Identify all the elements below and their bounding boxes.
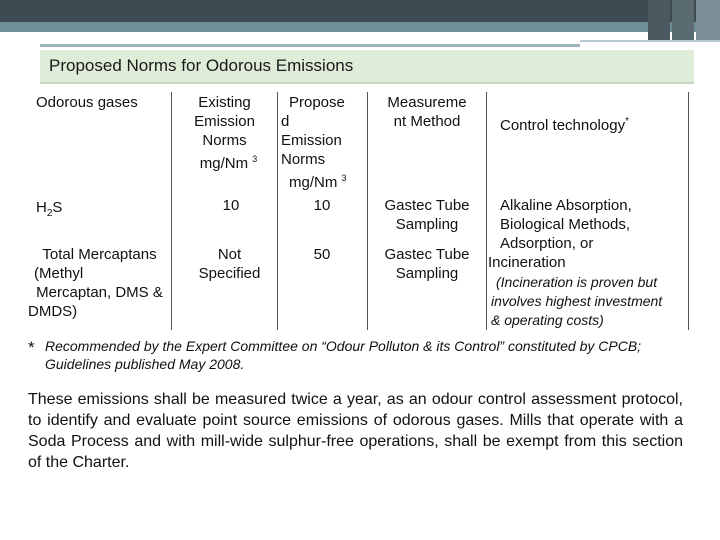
gas-name-mercaptans: Total Mercaptans (Methyl Mercaptan, DMS & DMDS)	[28, 246, 163, 320]
corner-decoration	[672, 0, 694, 42]
header-odorous-gases: Odorous gases	[36, 94, 138, 111]
measurement-method: Gastec Tube Sampling	[384, 197, 470, 233]
column-divider	[486, 92, 487, 330]
body-paragraph: These emissions shall be measured twice a year, as an odour control assessment protocol, to identify and evaluate point source emissions of odorous gases. Mills that operate with a Soda Process and with mill-wide sulphur-free operations, shall be exempt from this section of the Charter.	[28, 391, 683, 471]
control-technology-note: (Incineration is proven but involves highest investment & operating costs)	[491, 274, 663, 328]
footnote-marker: *	[28, 338, 35, 357]
accent-line	[580, 40, 720, 42]
gas-name-h2s: $H_2S$	[36, 199, 63, 219]
slide-title: Proposed Norms for Odorous Emissions	[40, 50, 694, 82]
header-proposed-norms: Propose d Emission Norms mg/Nm $^3$	[281, 94, 347, 191]
footnote	[28, 337, 688, 373]
header-control-technology: Control technology*	[500, 116, 629, 134]
proposed-norm-value: 10	[313, 197, 331, 214]
header-measurement-method: Measureme nt Method	[387, 94, 467, 130]
corner-decoration	[648, 0, 670, 42]
title-underline	[40, 82, 694, 84]
slide-top-band	[0, 0, 720, 22]
accent-line	[40, 44, 580, 47]
footnote-text: Recommended by the Expert Committee on “Odour Polluton & its Control” constituted by CPCB; Guidelines published May 2008.	[45, 338, 642, 372]
slide-top-stripe	[0, 22, 720, 32]
proposed-norm-value: 50	[313, 246, 331, 263]
header-existing-norms: Existing Emission Norms mg/Nm $^3$	[194, 94, 258, 172]
control-technology: Alkaline Absorption, Biological Methods, Adsorption, or Incineration	[488, 197, 632, 271]
existing-norm-value: Not Specified	[198, 246, 261, 282]
corner-decoration	[696, 0, 720, 42]
measurement-method: Gastec Tube Sampling	[384, 246, 470, 282]
existing-norm-value: 10	[222, 197, 240, 214]
